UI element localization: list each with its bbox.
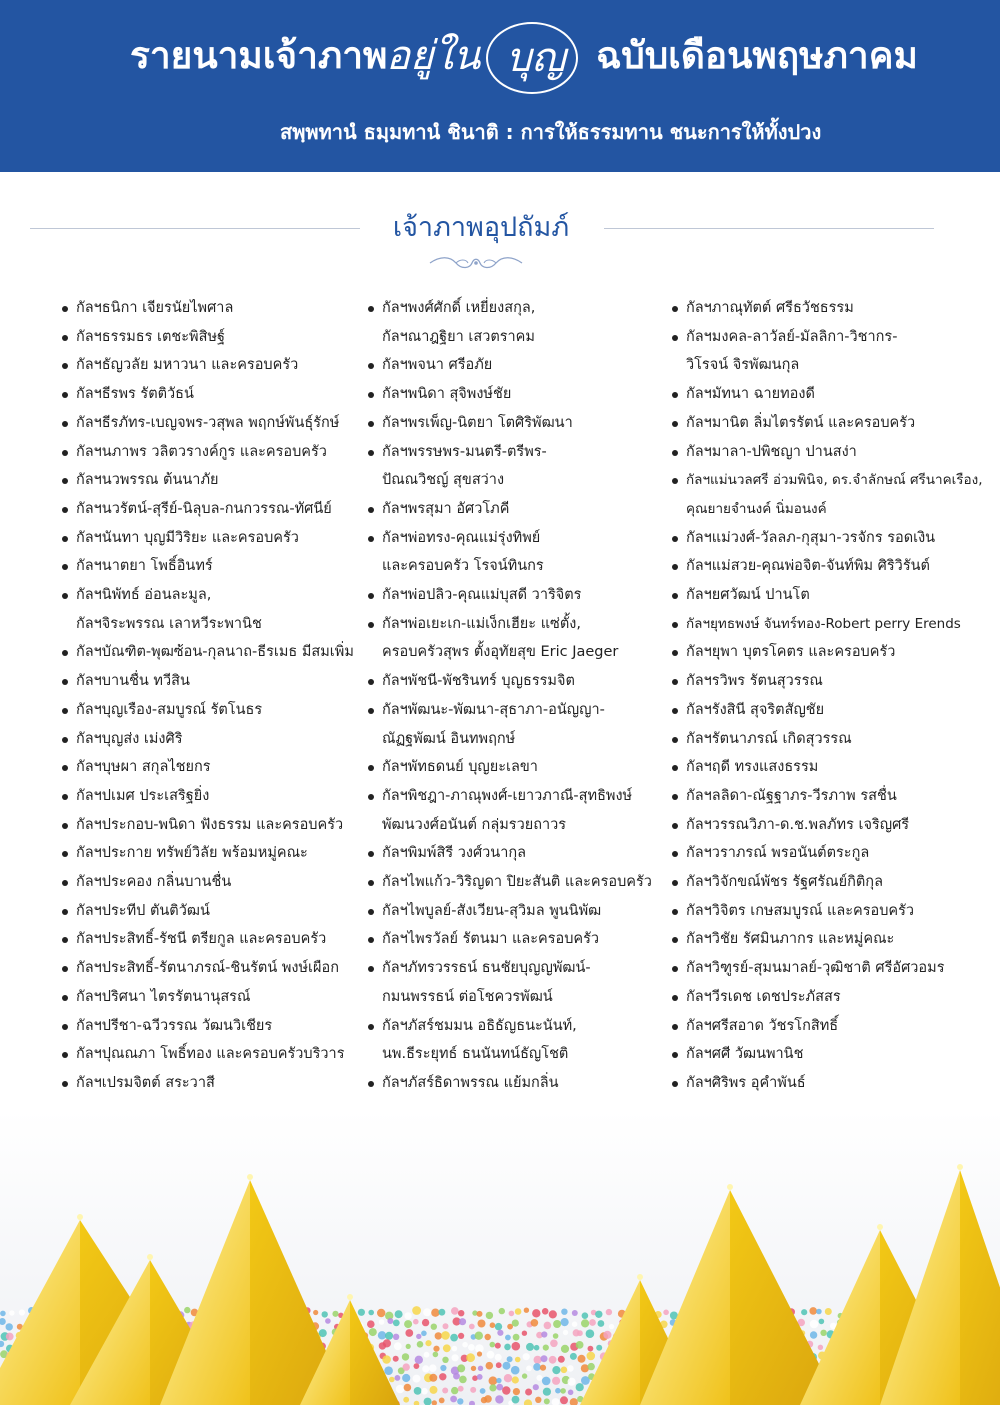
bullet-icon <box>62 708 68 714</box>
list-item <box>672 1040 992 1069</box>
bullet-icon <box>62 306 68 312</box>
bullet-icon <box>672 536 678 542</box>
list-item <box>672 725 992 754</box>
bullet-icon <box>62 1024 68 1030</box>
section-heading <box>0 200 1000 280</box>
list-item <box>62 925 362 954</box>
bullet-icon <box>62 823 68 829</box>
donor-name-line: กัลฯรังสินี สุจริตสัญชัย <box>686 701 825 718</box>
bullet-icon <box>62 765 68 771</box>
list-item <box>368 897 668 926</box>
bullet-icon <box>368 363 374 369</box>
donor-name-line: กัลฯภัทรวรรธน์ ธนชัยบุญญพัฒน์- <box>382 960 591 977</box>
name-column-2 <box>368 294 668 1098</box>
list-item <box>672 524 992 553</box>
list-item <box>368 294 668 351</box>
list-item <box>672 839 992 868</box>
list-item <box>672 983 992 1012</box>
donor-name-line: กัลฯนาตยา โพธิ์อินทร์ <box>76 558 213 575</box>
donor-name-line: กัลฯวิจักขณ์พัชร รัฐศรัณย์กิติกุล <box>686 874 883 891</box>
bullet-icon <box>368 851 374 857</box>
swirl-ornament-icon <box>426 254 526 272</box>
bullet-icon <box>62 737 68 743</box>
donor-name-line: กัลฯนิพัทธ์ อ่อนละมูล, <box>76 587 212 604</box>
donor-name-line: กัลฯรวิพร รัตนสุวรรณ <box>686 673 823 690</box>
bullet-icon <box>368 679 374 685</box>
bullet-icon <box>368 765 374 771</box>
bullet-icon <box>672 622 678 628</box>
bullet-icon <box>672 794 678 800</box>
donor-name-line: กัลฯศิริพร อุคำพันธ์ <box>686 1074 806 1091</box>
divider-right <box>604 228 934 229</box>
donor-name-line: กัลฯประสิทธิ์-รัตนาภรณ์-ชินรัตน์ พงษ์เผือก <box>76 960 339 977</box>
donor-name-line: กัลฯศศี วัฒนพานิช <box>686 1046 804 1063</box>
bullet-icon <box>368 1024 374 1030</box>
donor-name-line: กัลฯปรีชา-ฉวีวรรณ วัฒนวิเชียร <box>76 1017 273 1034</box>
list-item <box>672 782 992 811</box>
donor-name-line: ณัฏฐพัฒน์ อินทพฤกษ์ <box>382 730 516 747</box>
list-item <box>62 409 362 438</box>
donor-name-line: กัลฯพ่อปลิว-คุณแม่บุสดี วาริจิตร <box>382 587 582 604</box>
list-item <box>368 753 668 782</box>
list-item <box>672 1069 992 1098</box>
donor-name-line: ปัณณวิชญ์ สุขสว่าง <box>382 472 505 489</box>
bullet-icon <box>672 650 678 656</box>
bullet-icon <box>672 593 678 599</box>
list-item <box>62 897 362 926</box>
bullet-icon <box>62 937 68 943</box>
list-item <box>368 380 668 409</box>
donor-name-line: กัลฯปริศนา ไตรรัตนานุสรณ์ <box>76 988 251 1005</box>
list-item <box>62 466 362 495</box>
list-item <box>672 868 992 897</box>
pagoda-scene-image <box>0 1110 1000 1405</box>
donor-name-line: กัลฯพงศ์ศักดิ์ เหยี่ยงสกุล, <box>382 300 536 316</box>
header-banner <box>0 0 1000 172</box>
donor-name-line: กมนพรรธน์ ต่อโชควรพัฒน์ <box>382 988 553 1005</box>
donor-name-line: กัลฯไพบูลย์-สังเวียน-สุวิมล พูนนิพัฒ <box>382 902 602 919</box>
list-item <box>368 782 668 839</box>
bullet-icon <box>672 823 678 829</box>
bullet-icon <box>62 1081 68 1087</box>
bullet-icon <box>62 966 68 972</box>
donor-name-line: กัลฯนภาพร วลิตวรางค์กูร และครอบครัว <box>76 443 327 460</box>
list-item <box>62 552 362 581</box>
name-column-1 <box>62 294 362 1098</box>
bullet-icon <box>672 737 678 743</box>
list-item <box>368 1012 668 1069</box>
bullet-icon <box>672 708 678 714</box>
subtitle: สพฺพทานํ ธมฺมทานํ ชินาติ : การให้ธรรมทาน ชนะการให้ทั้งปวง <box>280 120 822 144</box>
donor-name-line: กัลฯพิมพ์สิรี วงศ์วนากุล <box>382 845 527 862</box>
list-item <box>62 380 362 409</box>
donor-name-line: กัลฯวีรเดช เดชประภัสสร <box>686 988 841 1005</box>
list-item <box>62 351 362 380</box>
list-item <box>368 438 668 495</box>
bullet-icon <box>368 450 374 456</box>
bullet-icon <box>62 593 68 599</box>
bullet-icon <box>368 392 374 398</box>
donor-name-line: กัลฯนันทา บุญมีวิริยะ และครอบครัว <box>76 529 299 546</box>
bullet-icon <box>672 851 678 857</box>
list-item <box>62 868 362 897</box>
bullet-icon <box>368 507 374 513</box>
list-item <box>672 380 992 409</box>
bullet-icon <box>672 1052 678 1058</box>
donor-name-line: กัลฯวราภรณ์ พรอนันต์ตระกูล <box>686 845 870 862</box>
bullet-icon <box>62 851 68 857</box>
donor-name-line: กัลฯภัสร์ชมมน อธิธัญธนะนันท์, <box>382 1017 577 1034</box>
donor-name-line: กัลฯธีรภัทร-เบญจพร-วสุพล พฤกษ์พันธุ์รักษ์ <box>76 414 340 431</box>
list-item <box>62 1069 362 1098</box>
bullet-icon <box>62 392 68 398</box>
list-item <box>62 983 362 1012</box>
donor-name-line: กัลฯประกอบ-พนิดา ฟังธรรม และครอบครัว <box>76 816 344 833</box>
bullet-icon <box>368 880 374 886</box>
list-item <box>672 667 992 696</box>
list-item <box>672 466 992 523</box>
donor-name-line: กัลฯศรีสอาด วัชรโกสิทธิ์ <box>686 1017 839 1034</box>
donor-name-line: กัลฯภัสร์ธิดาพรรณ แย้มกลิ่น <box>382 1074 559 1091</box>
donor-name-line: กัลฯฤดี ทรงแสงธรรม <box>686 759 819 776</box>
bullet-icon <box>62 794 68 800</box>
donor-name-line: กัลฯพ่อเยะเก-แม่เง็กเฮียะ แซ่ตั้ง, <box>382 615 581 632</box>
logo-word-2: บุญ <box>506 35 566 81</box>
bullet-icon <box>672 450 678 456</box>
donor-name-line: กัลฯรัตนาภรณ์ เกิดสุวรรณ <box>686 730 852 747</box>
list-item <box>62 438 362 467</box>
list-item <box>62 954 362 983</box>
donor-name-line: กัลฯมาลา-ปพิชญา ปานสง่า <box>686 443 857 460</box>
donor-name-line: กัลฯยุทธพงษ์ จันทร์ทอง-Robert perry Erends <box>686 615 961 632</box>
donor-name-line: กัลฯมงคล-ลาวัลย์-มัลลิกา-วิชากร- <box>686 328 898 345</box>
bullet-icon <box>62 909 68 915</box>
donor-name-line: กัลฯมัทนา ฉายทองดี <box>686 386 815 403</box>
bullet-icon <box>62 1052 68 1058</box>
bullet-icon <box>368 536 374 542</box>
donor-name-line: กัลฯพนิดา สุจิพงษ์ชัย <box>382 386 512 403</box>
bullet-icon <box>62 536 68 542</box>
bullet-icon <box>672 937 678 943</box>
list-item <box>62 524 362 553</box>
donor-name-line: กัลฯบุญส่ง เม่งศิริ <box>76 730 183 747</box>
donor-name-line: กัลฯวิจิตร เกษสมบูรณ์ และครอบครัว <box>686 902 915 919</box>
list-item <box>62 811 362 840</box>
list-item <box>62 581 362 638</box>
list-item <box>62 638 362 667</box>
donor-name-line: กัลฯบุษผา สกุลไชยกร <box>76 759 211 776</box>
list-item <box>672 925 992 954</box>
donor-name-line: กัลฯวรรณวิภา-ด.ช.พลภัทร เจริญศรี <box>686 816 910 833</box>
donor-name-line: กัลฯภาณุทัตต์ ศรีธวัชธรรม <box>686 300 854 316</box>
donor-name-line: กัลฯยศวัฒน์ ปานโต <box>686 587 810 604</box>
list-item <box>672 811 992 840</box>
donor-name-line: กัลฯประสิทธิ์-รัชนี ตรียกูล และครอบครัว <box>76 931 327 948</box>
bullet-icon <box>368 794 374 800</box>
bullet-icon <box>62 363 68 369</box>
donor-name-line: กัลฯบานชื่น ทวีสิน <box>76 673 190 690</box>
bullet-icon <box>672 1024 678 1030</box>
bullet-icon <box>672 392 678 398</box>
bullet-icon <box>368 1081 374 1087</box>
list-item <box>672 438 992 467</box>
list-item <box>672 753 992 782</box>
bullet-icon <box>672 478 678 484</box>
list-item <box>672 294 992 323</box>
list-item <box>368 610 668 667</box>
bullet-icon <box>368 909 374 915</box>
bullet-icon <box>368 593 374 599</box>
list-item <box>368 696 668 753</box>
bullet-icon <box>672 421 678 427</box>
divider-left <box>30 228 360 229</box>
bullet-icon <box>672 1081 678 1087</box>
donor-name-line: กัลฯธรรมธร เตชะพิสิษฐ์ <box>76 328 226 345</box>
bullet-icon <box>672 880 678 886</box>
bullet-icon <box>62 679 68 685</box>
list-item <box>62 667 362 696</box>
list-item <box>672 954 992 983</box>
list-item <box>62 1040 362 1069</box>
list-item <box>62 495 362 524</box>
list-item <box>62 696 362 725</box>
list-item <box>62 753 362 782</box>
donor-name-line: กัลฯธีรพร รัตติวัธน์ <box>76 386 194 403</box>
donor-name-line: กัลฯธัญวลัย มหาวนา และครอบครัว <box>76 357 299 374</box>
donor-name-line: กัลฯไพรวัลย์ รัตนมา และครอบครัว <box>382 931 600 948</box>
donor-name-line: กัลฯแม่วงศ์-วัลลภ-กุสุมา-วรจักร รอดเงิน <box>686 529 936 546</box>
donor-name-line: กัลฯประกาย ทรัพย์วิลัย พร้อมหมู่คณะ <box>76 845 308 862</box>
title-right: ฉบับเดือนพฤษภาคม <box>596 34 918 77</box>
logo-word-1: อยู่ใน <box>386 33 481 79</box>
donor-name-line: กัลฯพจนา ศรีอภัย <box>382 357 493 374</box>
list-item <box>368 351 668 380</box>
list-item <box>672 552 992 581</box>
bullet-icon <box>62 335 68 341</box>
donor-name-line: และครอบครัว โรจน์ทินกร <box>382 558 544 575</box>
donor-name-line: กัลฯประคอง กลิ่นบานชื่น <box>76 874 232 891</box>
donor-name-line: วิโรจน์ จิรพัฒนกุล <box>686 357 800 374</box>
list-item <box>62 839 362 868</box>
bullet-icon <box>368 966 374 972</box>
list-item <box>62 294 362 323</box>
bullet-icon <box>368 937 374 943</box>
list-item <box>62 725 362 754</box>
bullet-icon <box>62 478 68 484</box>
donor-name-line: กัลฯธนิกา เจียรนัยไพศาล <box>76 300 234 316</box>
bullet-icon <box>62 650 68 656</box>
list-item <box>62 1012 362 1041</box>
list-item <box>672 409 992 438</box>
bullet-icon <box>368 306 374 312</box>
donor-name-line: กัลฯพรสุมา อัศวโภคี <box>382 500 510 517</box>
donor-name-line: กัลฯวิชัย รัศมินภากร และหมู่คณะ <box>686 931 895 948</box>
list-item <box>672 638 992 667</box>
donor-name-line: กัลฯจิระพรรณ เลาหวีระพานิช <box>76 615 262 632</box>
list-item <box>368 868 668 897</box>
bullet-icon <box>62 507 68 513</box>
donor-name-line: กัลฯมานิต ลิ่มไตรรัตน์ และครอบครัว <box>686 414 916 431</box>
donor-name-line: กัลฯณาฎฐิยา เสวตราคม <box>382 328 535 345</box>
list-item <box>368 839 668 868</box>
donor-name-line: ครอบครัวสุพร ตั้งอุทัยสุข Eric Jaeger <box>382 644 619 661</box>
bullet-icon <box>672 335 678 341</box>
list-item <box>368 1069 668 1098</box>
list-item <box>62 782 362 811</box>
bullet-icon <box>368 622 374 628</box>
section-title: เจ้าภาพอุปถัมภ์ <box>392 212 570 243</box>
list-item <box>672 610 992 639</box>
bullet-icon <box>62 450 68 456</box>
donor-name-line: กัลฯยุพา บุตรโคตร และครอบครัว <box>686 644 896 661</box>
donor-name-line: กัลฯลลิดา-ณัฐฐาภร-วีรภาพ รสชื่น <box>686 787 897 804</box>
name-column-3 <box>672 294 992 1098</box>
donor-name-line: กัลฯนวรัตน์-สุรีย์-นิลุบล-กนกวรรณ-ทัศนีย์ <box>76 500 332 517</box>
donor-name-line: กัลฯพรเพ็ญ-นิตยา โตศิริพัฒนา <box>382 414 573 431</box>
bullet-icon <box>672 765 678 771</box>
donor-name-line: กัลฯเปรมจิตต์ สระวาสี <box>76 1074 215 1091</box>
donor-name-line: กัลฯนวพรรณ ต้นนาภัย <box>76 472 219 489</box>
donor-name-line: กัลฯพัฒนะ-พัฒนา-สุธาภา-อนัญญา- <box>382 701 605 718</box>
bullet-icon <box>672 564 678 570</box>
list-item <box>672 897 992 926</box>
list-item <box>368 954 668 1011</box>
donor-name-line: กัลฯไพแก้ว-วิริญดา ปิยะสันติ และครอบครัว <box>382 874 652 891</box>
list-item <box>368 667 668 696</box>
list-item <box>368 925 668 954</box>
bullet-icon <box>672 909 678 915</box>
bullet-icon <box>62 421 68 427</box>
donor-name-line: กัลฯแม่สวย-คุณพ่อจิต-จันท์พิม ศิริวิรันต์ <box>686 558 930 575</box>
donor-name-line: นพ.ธีระยุทธ์ ธนนันทน์ธัญโชติ <box>382 1046 569 1063</box>
logo <box>386 22 592 92</box>
list-item <box>62 323 362 352</box>
donor-name-line: กัลฯวิฑูรย์-สุมนมาลย์-วุฒิชาติ ศรีอัศวอมร <box>686 960 945 977</box>
donor-name-line: พัฒนวงศ์อนันต์ กลุ่มรวยถาวร <box>382 816 567 833</box>
list-item <box>368 524 668 581</box>
bullet-icon <box>62 995 68 1001</box>
bullet-icon <box>62 880 68 886</box>
bullet-icon <box>672 966 678 972</box>
list-item <box>672 323 992 380</box>
list-item <box>368 581 668 610</box>
donor-name-line: กัลฯแม่นวลศรี อ่วมพินิจ, ดร.จำลักษณ์ ศรีนาคเรือง, <box>686 472 983 489</box>
list-item <box>672 1012 992 1041</box>
donor-name-line: กัลฯบุญเรือง-สมบูรณ์ รัตโนธร <box>76 701 263 718</box>
bullet-icon <box>672 306 678 312</box>
donor-name-line: กัลฯพัทธดนย์ บุญยะเลขา <box>382 759 538 776</box>
donor-name-line: กัลฯปุณณภา โพธิ์ทอง และครอบครัวบริวาร <box>76 1046 345 1063</box>
donor-name-line: กัลฯประทีป ตันติวัฒน์ <box>76 902 210 919</box>
list-item <box>672 696 992 725</box>
list-item <box>368 495 668 524</box>
donor-name-line: กัลฯพรรษพร-มนตรี-ตรีพร- <box>382 443 547 460</box>
donor-name-line: กัลฯบัณฑิต-พุฒซ้อน-กุลนาถ-ธีรเมธ มีสมเพิ่ม <box>76 644 354 661</box>
donor-name-line: กัลฯพ่อทรง-คุณแม่รุ่งทิพย์ <box>382 529 541 546</box>
title-left: รายนามเจ้าภาพ <box>130 34 388 77</box>
list-item <box>672 581 992 610</box>
donor-name-line: กัลฯพิชฎา-ภาณุพงศ์-เยาวภาณี-สุทธิพงษ์ <box>382 787 633 804</box>
bullet-icon <box>368 421 374 427</box>
bullet-icon <box>368 708 374 714</box>
list-item <box>368 409 668 438</box>
bullet-icon <box>62 564 68 570</box>
donor-name-line: กัลฯพัชนี-พัชรินทร์ บุญธรรมจิต <box>382 673 575 690</box>
bullet-icon <box>672 995 678 1001</box>
donor-name-line: คุณยายจำนงค์ นิ่มอนงค์ <box>686 500 827 517</box>
bullet-icon <box>672 679 678 685</box>
donor-name-line: กัลฯปเมศ ประเสริฐยิ่ง <box>76 787 210 804</box>
